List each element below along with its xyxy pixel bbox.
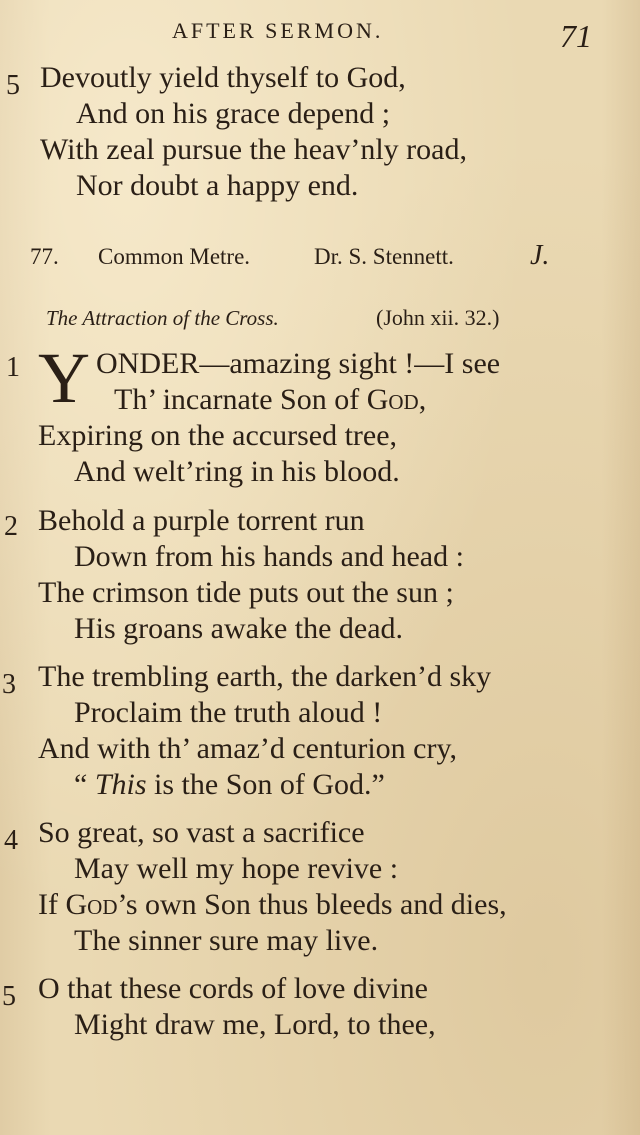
verse-line: The sinner sure may live.: [74, 924, 379, 957]
verse-line: Might draw me, Lord, to thee,: [74, 1008, 436, 1041]
verse-line: The trembling earth, the darken’d sky: [38, 660, 492, 693]
verse-line: Down from his hands and head :: [74, 540, 464, 573]
stanza-number: 1: [6, 352, 20, 383]
drop-cap: Y: [38, 338, 90, 418]
verse-line: [38, 887, 507, 923]
verse-text: ,: [418, 383, 427, 416]
verse-line: The crimson tide puts out the sun ;: [38, 576, 454, 609]
hymn-author: Dr. S. Stennett.: [314, 244, 454, 269]
verse-text: ’s own Son thus bleeds and dies,: [117, 888, 507, 921]
verse-line: His groans awake the dead.: [74, 612, 404, 645]
hymn-initial: J.: [530, 240, 550, 271]
running-head: AFTER SERMON.: [172, 18, 384, 43]
hymn-title: The Attraction of the Cross.: [46, 306, 279, 330]
verse-line: Proclaim the truth aloud !: [74, 696, 383, 729]
stanza-number: 3: [2, 669, 16, 700]
verse-line: [74, 767, 385, 803]
verse-line: O that these cords of love divine: [38, 972, 428, 1005]
verse-line: Expiring on the accursed tree,: [38, 419, 398, 452]
hymn-metre: Common Metre.: [98, 244, 251, 269]
divine-name: God: [366, 383, 419, 416]
verse-text: “: [74, 768, 88, 801]
verse-line: Behold a purple torrent run: [38, 504, 365, 537]
verse-line: Devoutly yield thyself to God,: [40, 61, 406, 94]
verse-text: Th’ incarnate Son of: [114, 383, 360, 416]
verse-line: So great, so vast a sacrifice: [38, 816, 365, 849]
stanza-number: 5: [2, 981, 16, 1012]
page-number: 71: [560, 18, 592, 54]
verse-text: If: [38, 888, 58, 921]
stanza-number: 5: [6, 70, 20, 101]
stanza-number: 2: [4, 511, 18, 542]
divine-name: God: [65, 888, 118, 921]
verse-line: May well my hope revive :: [74, 852, 399, 885]
verse-line: And welt’ring in his blood.: [74, 455, 400, 488]
stanza-number: 4: [4, 825, 18, 856]
verse-line: ONDER—amazing sight !—I see: [96, 347, 501, 380]
hymn-number: 77.: [30, 244, 59, 269]
verse-line: [114, 382, 426, 418]
verse-line: And with th’ amaz’d centurion cry,: [38, 732, 458, 765]
verse-line: And on his grace depend ;: [76, 97, 391, 130]
verse-line: With zeal pursue the heav’nly road,: [40, 133, 467, 166]
verse-text: is the Son of God.”: [154, 768, 385, 801]
scripture-reference: (John xii. 32.): [376, 305, 500, 330]
emphasis-word: This: [94, 768, 147, 801]
verse-line: Nor doubt a happy end.: [76, 169, 359, 202]
